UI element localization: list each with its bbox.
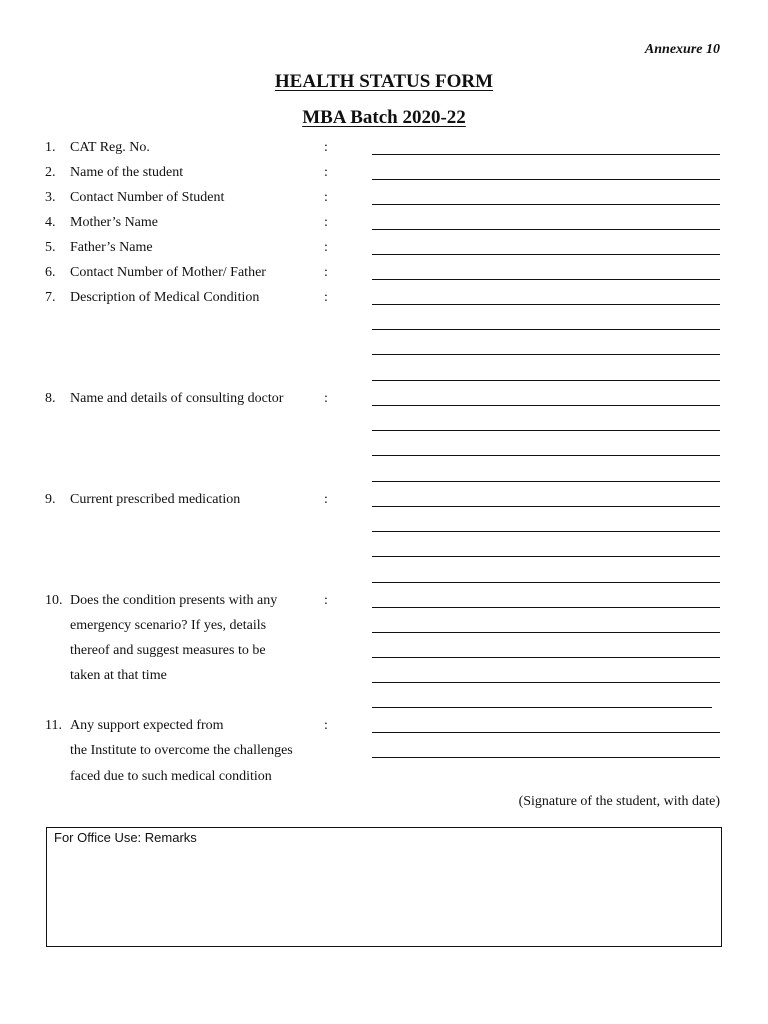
item-colon: :	[324, 140, 328, 155]
father-name-field[interactable]	[372, 254, 720, 255]
medication-field[interactable]	[372, 582, 720, 583]
medical-condition-field[interactable]	[372, 329, 720, 330]
item-number: 1.	[45, 140, 56, 155]
cat-reg-no-field[interactable]	[372, 154, 720, 155]
office-remarks-label: For Office Use: Remarks	[54, 830, 197, 845]
office-remarks-box[interactable]	[46, 827, 722, 947]
item-colon: :	[324, 165, 328, 180]
form-title: HEALTH STATUS FORM	[274, 71, 494, 92]
batch-title: MBA Batch 2020-22	[302, 107, 466, 128]
item-label: Contact Number of Student	[70, 190, 225, 205]
support-expected-field[interactable]	[372, 757, 720, 758]
emergency-scenario-field[interactable]	[372, 632, 720, 633]
item-number: 11.	[45, 718, 62, 733]
item-label: emergency scenario? If yes, details	[70, 618, 267, 633]
item-colon: :	[324, 215, 328, 230]
item-colon: :	[324, 290, 328, 305]
item-label: thereof and suggest measures to be	[70, 643, 266, 658]
item-label: Father’s Name	[70, 240, 153, 255]
item-label: Name and details of consulting doctor	[70, 391, 284, 406]
signature-note: (Signature of the student, with date)	[518, 794, 720, 809]
item-number: 5.	[45, 240, 56, 255]
emergency-scenario-field[interactable]	[372, 607, 720, 608]
item-colon: :	[324, 190, 328, 205]
item-label: Any support expected from	[70, 718, 224, 733]
consulting-doctor-field[interactable]	[372, 455, 720, 456]
item-number: 8.	[45, 391, 56, 406]
item-colon: :	[324, 593, 328, 608]
item-number: 3.	[45, 190, 56, 205]
item-colon: :	[324, 240, 328, 255]
item-number: 2.	[45, 165, 56, 180]
emergency-scenario-field[interactable]	[372, 657, 720, 658]
medication-field[interactable]	[372, 506, 720, 507]
medication-field[interactable]	[372, 556, 720, 557]
consulting-doctor-field[interactable]	[372, 430, 720, 431]
item-colon: :	[324, 492, 328, 507]
medical-condition-field[interactable]	[372, 380, 720, 381]
item-label: Name of the student	[70, 165, 184, 180]
parent-contact-field[interactable]	[372, 279, 720, 280]
medical-condition-field[interactable]	[372, 354, 720, 355]
item-label: Does the condition presents with any	[70, 593, 278, 608]
item-label: Description of Medical Condition	[70, 290, 260, 305]
annexure-label: Annexure 10	[644, 42, 720, 57]
item-label: Contact Number of Mother/ Father	[70, 265, 266, 280]
student-name-field[interactable]	[372, 179, 720, 180]
item-label: Mother’s Name	[70, 215, 158, 230]
student-contact-field[interactable]	[372, 204, 720, 205]
item-label: CAT Reg. No.	[70, 140, 150, 155]
emergency-scenario-field[interactable]	[372, 707, 712, 708]
item-label: Current prescribed medication	[70, 492, 241, 507]
item-number: 7.	[45, 290, 56, 305]
consulting-doctor-field[interactable]	[372, 481, 720, 482]
item-label: the Institute to overcome the challenges	[70, 743, 293, 758]
item-label: faced due to such medical condition	[70, 769, 272, 784]
item-label: taken at that time	[70, 668, 167, 683]
item-number: 9.	[45, 492, 56, 507]
medication-field[interactable]	[372, 531, 720, 532]
emergency-scenario-field[interactable]	[372, 682, 720, 683]
item-colon: :	[324, 265, 328, 280]
item-colon: :	[324, 718, 328, 733]
item-colon: :	[324, 391, 328, 406]
consulting-doctor-field[interactable]	[372, 405, 720, 406]
medical-condition-field[interactable]	[372, 304, 720, 305]
item-number: 6.	[45, 265, 56, 280]
item-number: 4.	[45, 215, 56, 230]
mother-name-field[interactable]	[372, 229, 720, 230]
item-number: 10.	[45, 593, 63, 608]
support-expected-field[interactable]	[372, 732, 720, 733]
